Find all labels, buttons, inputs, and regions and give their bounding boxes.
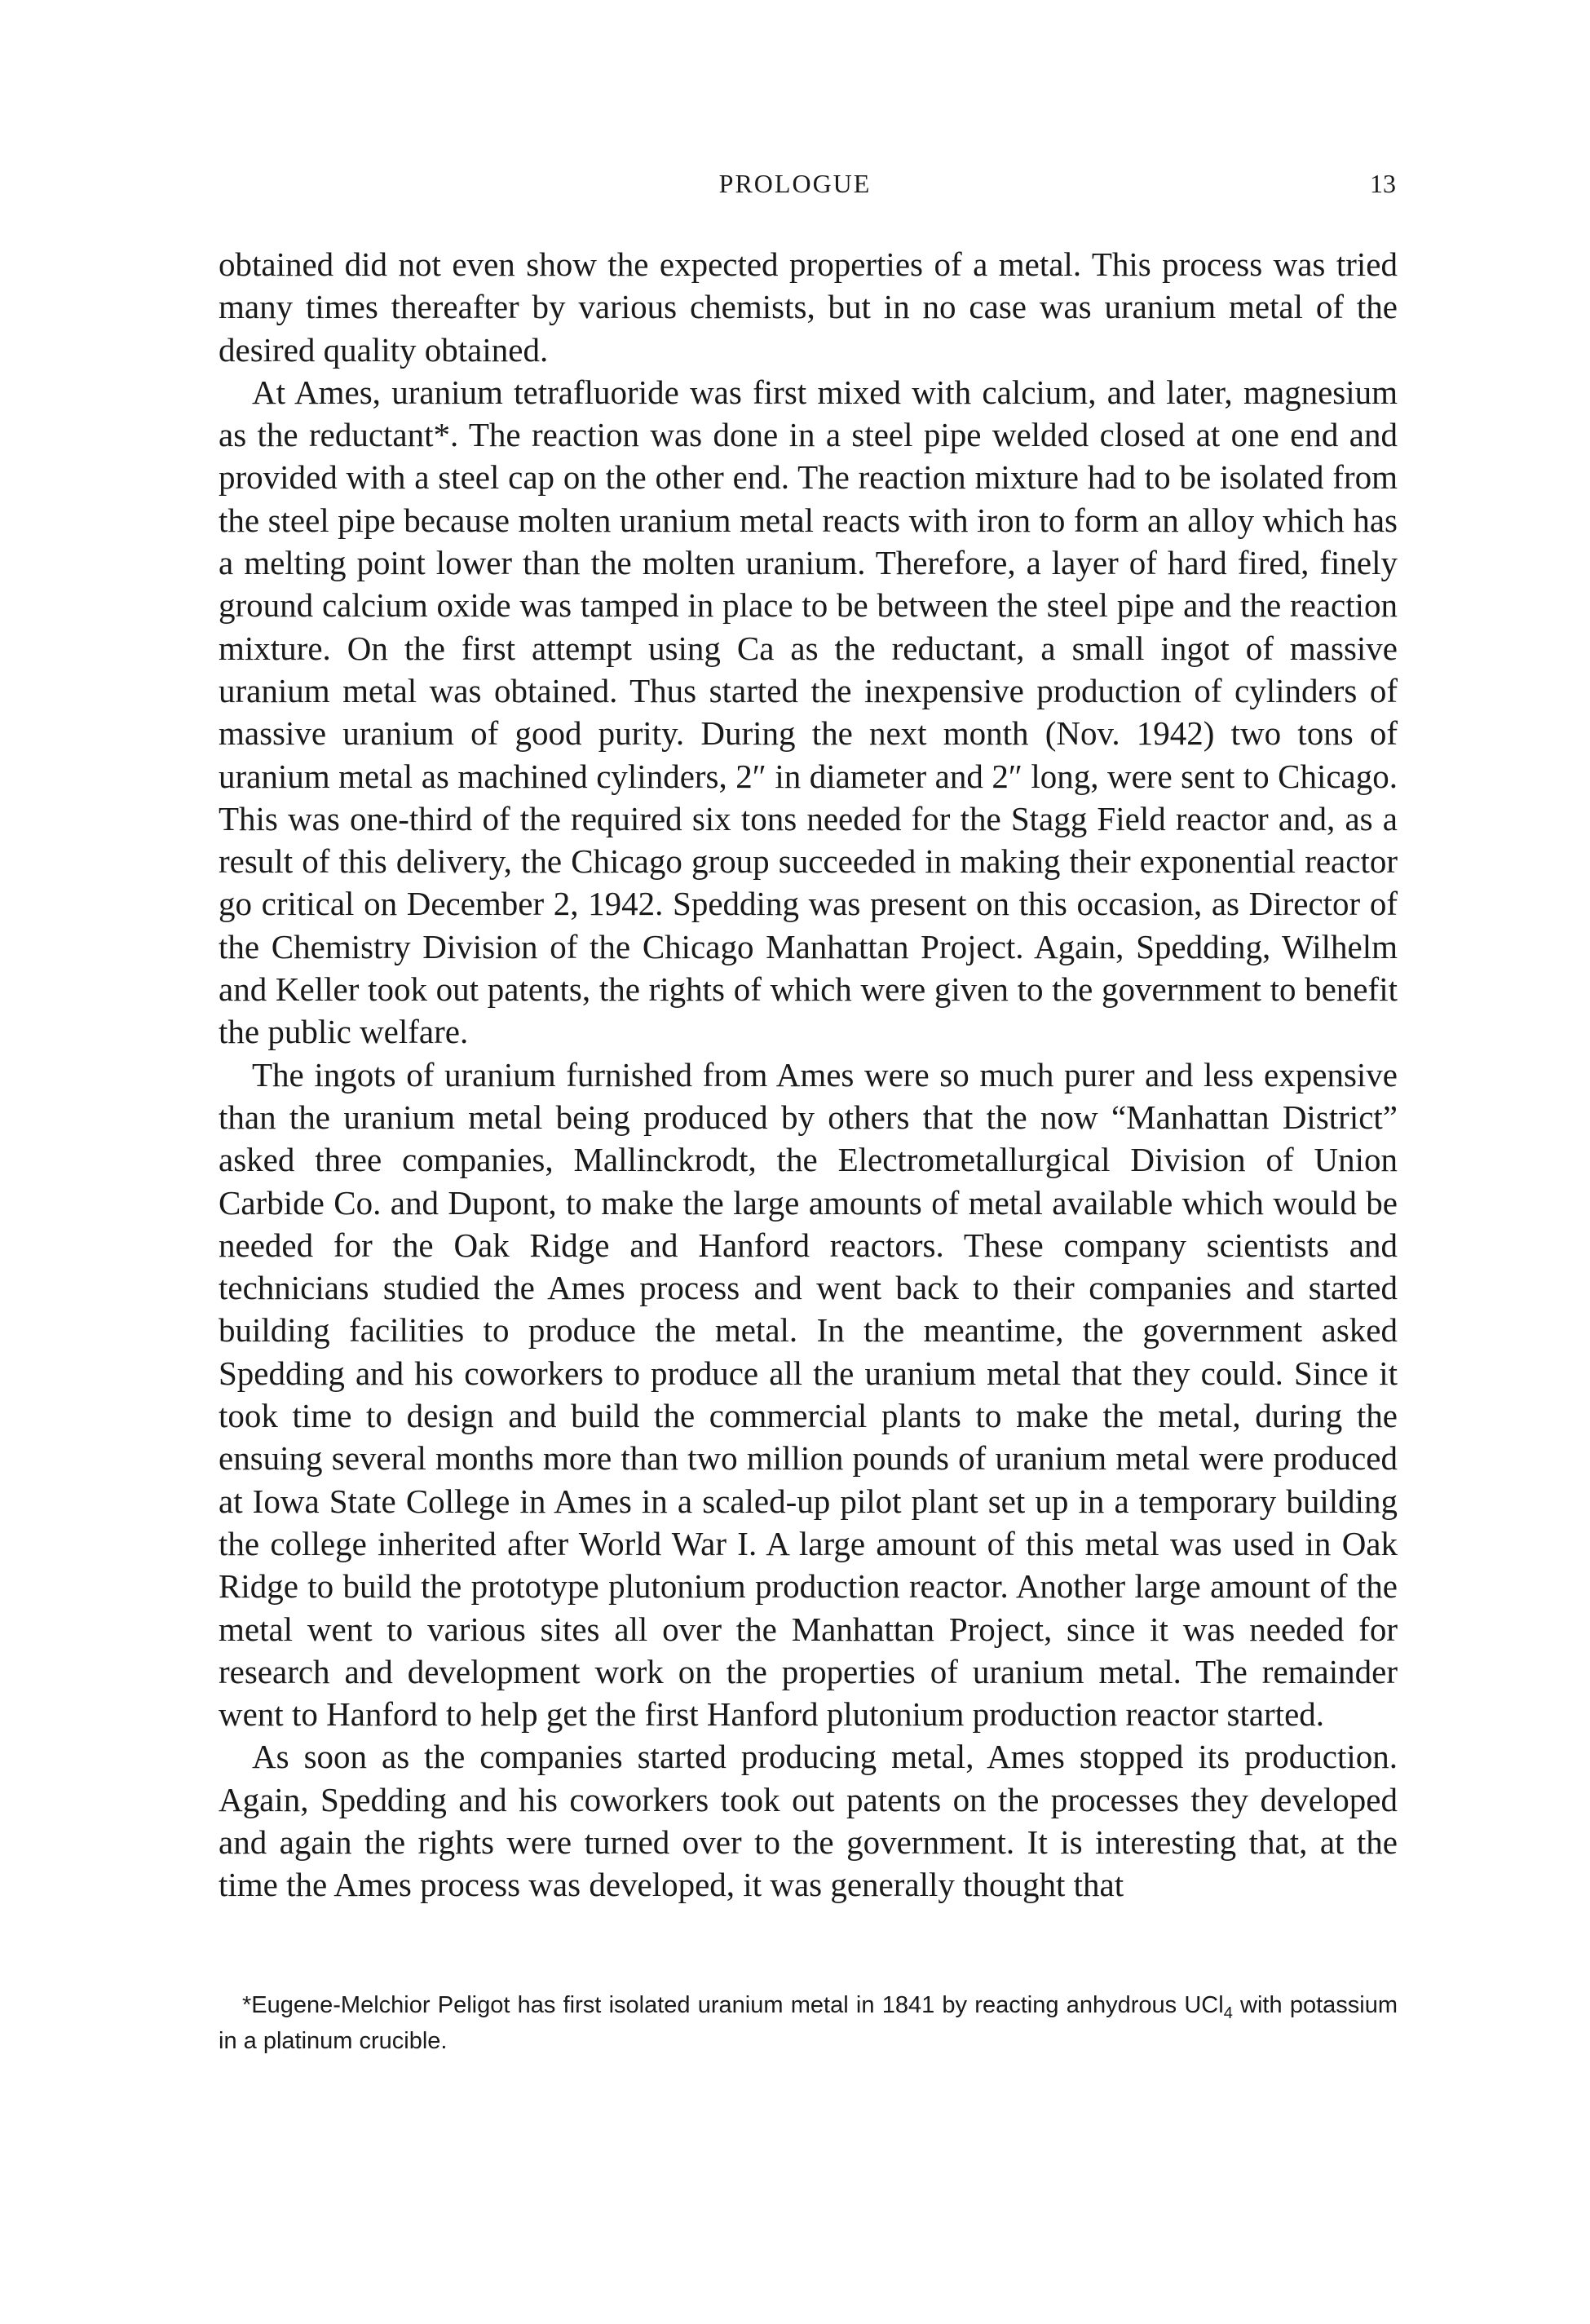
- footnote-text-end: with potassium in a platinum crucible.: [219, 1992, 1398, 2054]
- body-text: [219, 243, 1398, 1906]
- footnote-text-start: *Eugene-Melchior Peligot has first isolated uranium metal in 1841 by reacting anhydrous UCl: [242, 1992, 1224, 2018]
- paragraph-ames-reduction: At Ames, uranium tetrafluoride was first mixed with calcium, and later, magnesium as the reductant*. The reaction was done in a steel pipe welded closed at one end and provided with a steel cap on the other end. The reaction mixture had to be isolated from the steel pipe because molten uranium metal reacts with iron to form an alloy which has a melting point lower than the molten uranium. Therefore, a layer of hard fired, finely ground calcium oxide was tamped in place to be between the steel pipe and the reaction mixture. On the first attempt using Ca as the reductant, a small ingot of massive uranium metal was obtained. Thus started the inexpensive production of cylinders of massive uranium of good purity. During the next month (Nov. 1942) two tons of uranium metal as machined cylinders, 2″ in diameter and 2″ long, were sent to Chicago. This was one-third of the required six tons needed for the Stagg Field reactor and, as a result of this delivery, the Chicago group succeeded in making their exponential reactor go critical on December 2, 1942. Spedding was present on this occasion, as Director of the Chemistry Division of the Chicago Manhattan Project. Again, Spedding, Wilhelm and Keller took out patents, the rights of which were given to the government to benefit the public welfare.: [219, 373, 1398, 1051]
- footnote-subscript: 4: [1223, 2004, 1233, 2022]
- footnote: [219, 1987, 1398, 2059]
- paragraph-ingots-production: The ingots of uranium furnished from Ames were so much purer and less expensive than the uranium metal being produced by others that the now “Manhattan District” asked three companies, Mallinckrodt, the Electrometallurgical Division of Union Carbide Co. and Dupont, to make the large amounts of metal available which would be needed for the Oak Ridge and Hanford reactors. These company scientists and technicians studied the Ames process and went back to their companies and started building facilities to produce the metal. In the meantime, the government asked Spedding and his coworkers to produce all the uranium metal that they could. Since it took time to design and build the commercial plants to make the metal, during the ensuing several months more than two million pounds of uranium metal were produced at Iowa State College in Ames in a scaled-up pilot plant set up in a temporary building the college inherited after World War I. A large amount of this metal was used in Oak Ridge to build the prototype plutonium production reactor. Another large amount of the metal went to various sites all over the Manhattan Project, since it was needed for research and development work on the properties of uranium metal. The remainder went to Hanford to help get the first Hanford plutonium production reactor started.: [219, 1055, 1398, 1734]
- paragraph-continuation: obtained did not even show the expected properties of a metal. This process was tried many times thereafter by various chemists, but in no case was uranium metal of the desired quality obtained.: [219, 245, 1398, 369]
- page-number: 13: [1370, 169, 1396, 198]
- running-title: PROLOGUE: [718, 169, 872, 198]
- running-head: [0, 163, 1590, 204]
- paragraph-companies-production: As soon as the companies started producing metal, Ames stopped its production. Again, Spedding and his coworkers took out patents on the processes they developed and again the rights were turned over to the government. It is interesting that, at the time the Ames process was developed, it was generally thought that: [219, 1738, 1398, 1904]
